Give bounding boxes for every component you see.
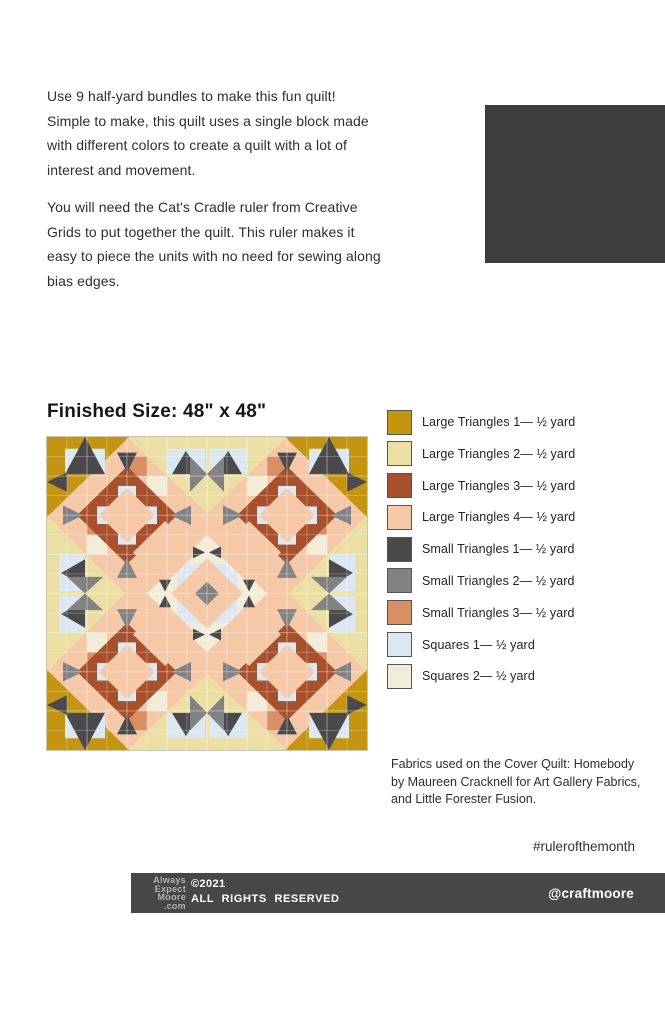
legend-item-label: Large Triangles 3— ½ yard	[422, 478, 576, 493]
finished-size-heading: Finished Size: 48" x 48"	[47, 401, 267, 422]
legend-color-swatch	[387, 632, 412, 657]
legend-item	[387, 473, 575, 499]
legend-item-label: Small Triangles 3— ½ yard	[422, 605, 575, 620]
logo-line: .com	[163, 900, 186, 911]
legend-item	[387, 409, 575, 435]
always-expect-moore-logo	[140, 876, 186, 910]
legend-color-swatch	[387, 537, 412, 562]
legend-color-swatch	[387, 505, 412, 530]
legend-item	[387, 536, 575, 562]
legend-color-swatch	[387, 600, 412, 625]
intro-paragraph-1: Use 9 half-yard bundles to make this fun quilt! Simple to make, this quilt uses a single block made with different colors to create a quilt with a lot of interest and movement.	[47, 88, 369, 178]
legend-color-swatch	[387, 441, 412, 466]
legend-item	[387, 600, 575, 626]
legend-item-label: Large Triangles 4— ½ yard	[422, 510, 576, 525]
legend-item	[387, 504, 575, 530]
legend-item	[387, 441, 575, 467]
legend-item-label: Large Triangles 2— ½ yard	[422, 446, 576, 461]
quilt-diagram-svg	[47, 437, 367, 750]
quilt-diagram	[47, 437, 367, 750]
intro-paragraph-2: You will need the Cat's Cradle ruler from Creative Grids to put together the quilt. This ruler makes it easy to piece the units with no need for sewing along bias edges.	[47, 199, 381, 289]
legend-item	[387, 632, 575, 658]
intro-text	[47, 84, 381, 306]
logo-line: Moore	[157, 892, 186, 903]
legend-color-swatch	[387, 664, 412, 689]
legend	[387, 409, 575, 695]
social-handle: @craftmoore	[548, 885, 634, 901]
legend-item-label: Large Triangles 1— ½ yard	[422, 415, 576, 429]
footer-bar	[131, 873, 665, 913]
legend-item-label: Small Triangles 1— ½ yard	[422, 542, 575, 557]
fabrics-note: Fabrics used on the Cover Quilt: Homebody by Maureen Cracknell for Art Gallery Fabrics, and Little Forester Fusion.	[391, 757, 641, 806]
copyright-block	[191, 878, 340, 905]
legend-item-label: Squares 2— ½ yard	[422, 669, 535, 684]
cover-photo-placeholder	[485, 105, 665, 263]
legend-item	[387, 568, 575, 594]
legend-color-swatch	[387, 473, 412, 498]
legend-item	[387, 663, 575, 689]
legend-item-label: Squares 1— ½ yard	[422, 637, 535, 652]
legend-color-swatch	[387, 568, 412, 593]
hashtag-text: #rulerofthemonth	[532, 839, 635, 854]
copyright-year: ©2021	[191, 878, 226, 890]
logo-line: Expect	[154, 883, 186, 894]
legend-color-swatch	[387, 410, 412, 435]
logo-line: Always	[153, 875, 186, 885]
rights-reserved: ALL RIGHTS RESERVED	[191, 893, 340, 905]
legend-item-label: Small Triangles 2— ½ yard	[422, 573, 575, 588]
